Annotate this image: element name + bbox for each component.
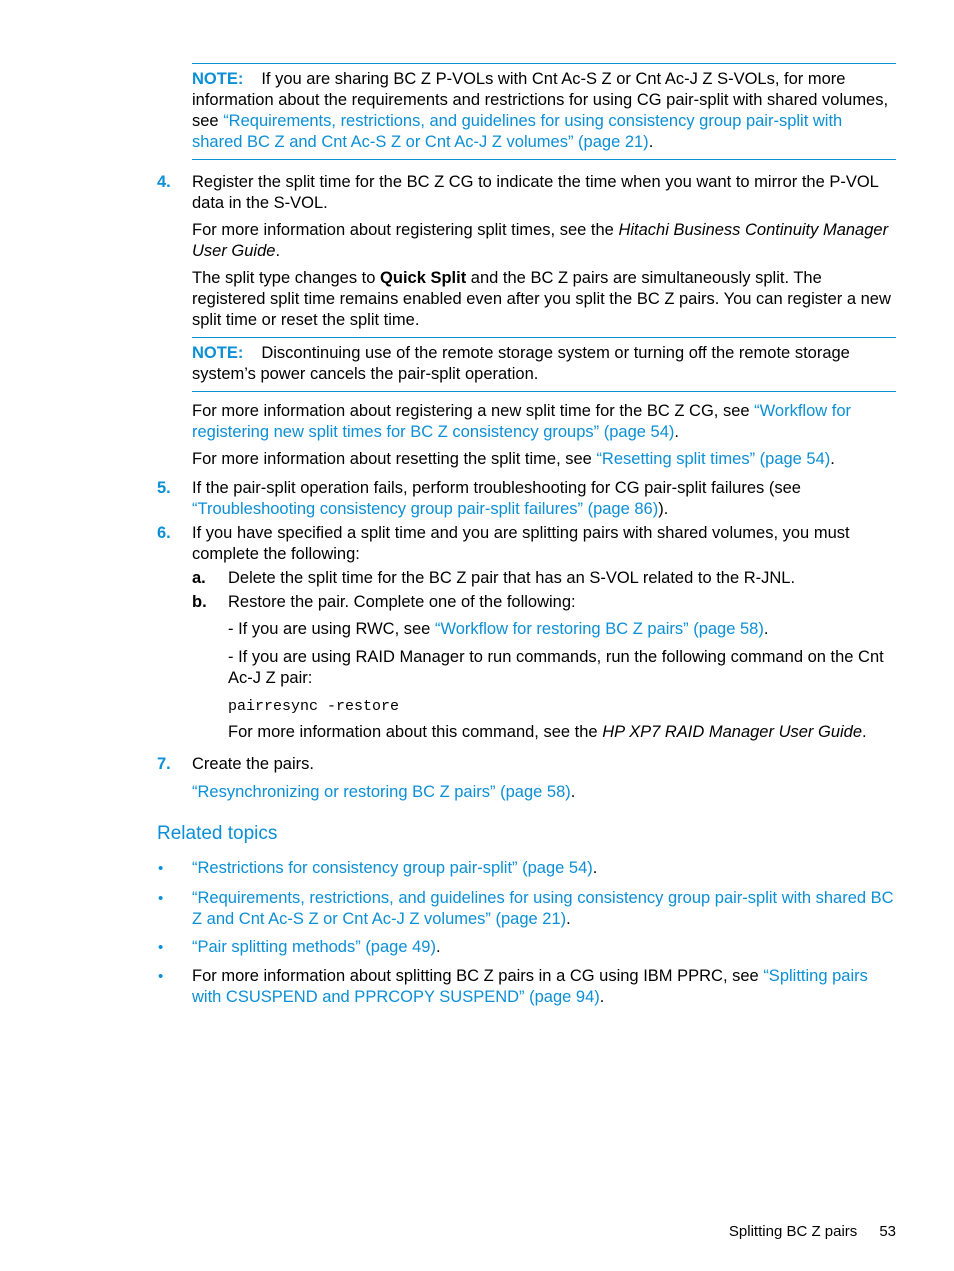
- footer-section-title: Splitting BC Z pairs: [728, 1223, 858, 1240]
- bullet: •: [158, 890, 164, 907]
- note-text: If you are sharing BC Z P-VOLs with Cnt Ac-S Z or Cnt Ac-J Z S-VOLs, for more information about the requirements and restrictions for using CG pair-split with shared volumes, see: [192, 70, 889, 130]
- link-workflow-restoring-pairs[interactable]: “Workflow for restoring BC Z pairs” (page 58): [434, 620, 764, 638]
- substep-letter-b: b.: [192, 593, 207, 611]
- link-resynchronizing-restoring[interactable]: “Resynchronizing or restoring BC Z pairs” (page 58): [192, 783, 571, 801]
- step-4-text: Register the split time for the BC Z CG to indicate the time when you want to mirror the P-VOL data in the S-VOL.: [192, 173, 879, 212]
- split-type-term: Quick Split: [380, 269, 467, 287]
- punctuation: .: [592, 859, 598, 877]
- punctuation: .: [599, 988, 605, 1006]
- paragraph-text: For more information about splitting BC Z pairs in a CG using IBM PPRC, see: [192, 967, 764, 985]
- punctuation: ).: [658, 500, 669, 518]
- related-item: [192, 888, 898, 930]
- link-requirements-shared-volumes[interactable]: “Requirements, restrictions, and guidelines for using consistency group pair-split with shared BC Z and Cnt Ac-S Z or Cnt Ac-J Z volumes” (page 21): [192, 112, 843, 151]
- paragraph-text: For more information about registering a new split time for the BC Z CG, see: [192, 402, 755, 420]
- step-7-link-line: [192, 782, 898, 803]
- paragraph-text: - If you are using RWC, see: [228, 620, 435, 638]
- step-7-text: Create the pairs.: [192, 755, 314, 773]
- punctuation: .: [674, 423, 679, 441]
- punctuation: .: [830, 450, 835, 468]
- book-title: HP XP7 RAID Manager User Guide: [602, 723, 863, 741]
- note-label: NOTE:: [192, 70, 244, 88]
- paragraph-text: If the pair-split operation fails, perform troubleshooting for CG pair-split failures (see: [192, 479, 801, 497]
- link-resetting-split-times[interactable]: “Resetting split times” (page 54): [596, 450, 831, 468]
- link-splitting-pairs-csuspend[interactable]: “Splitting pairs with CSUSPEND and PPRCOPY SUSPEND” (page 94): [192, 967, 868, 1006]
- bullet: •: [158, 939, 164, 956]
- punctuation: .: [275, 242, 281, 260]
- bullet: •: [158, 968, 164, 985]
- punctuation: .: [862, 723, 867, 741]
- link-workflow-registering-split-times[interactable]: “Workflow for registering new split times for BC Z consistency groups” (page 54): [192, 402, 852, 441]
- punctuation: .: [566, 910, 571, 928]
- paragraph-text: For more information about this command, see the: [228, 723, 603, 741]
- punctuation: .: [648, 133, 654, 151]
- related-item: [192, 858, 898, 879]
- step-number-5: 5.: [157, 479, 171, 497]
- command-more-info: [228, 722, 898, 743]
- bullet: •: [158, 860, 164, 877]
- link-requirements-shared-volumes[interactable]: “Requirements, restrictions, and guidelines for using consistency group pair-split with shared BC Z and Cnt Ac-S Z or Cnt Ac-J Z volumes” (page 21): [192, 889, 894, 928]
- related-item: [192, 966, 898, 1008]
- link-pair-splitting-methods[interactable]: “Pair splitting methods” (page 49): [192, 938, 436, 956]
- link-troubleshooting-failures[interactable]: “Troubleshooting consistency group pair-split failures” (page 86): [192, 500, 659, 518]
- step-4-paragraph-user-guide: [192, 220, 898, 262]
- command-pairresync: pairresync -restore: [228, 698, 400, 715]
- step-4-paragraph-reset: [192, 449, 898, 470]
- step-5-text: [192, 478, 898, 520]
- paragraph-text: For more information about registering split times, see the: [192, 221, 619, 239]
- substep-b-text: Restore the pair. Complete one of the following:: [228, 593, 576, 611]
- step-number-7: 7.: [157, 755, 171, 773]
- paragraph-text: The split type changes to: [192, 269, 381, 287]
- page-footer: [729, 1222, 896, 1242]
- note-box-remote-storage: [192, 337, 896, 392]
- punctuation: .: [435, 938, 441, 956]
- step-4-paragraph-split-type: [192, 268, 898, 331]
- note-text: Discontinuing use of the remote storage system or turning off the remote storage system’s power cancels the pair-split operation.: [192, 344, 850, 383]
- punctuation: .: [763, 620, 769, 638]
- punctuation: .: [570, 783, 576, 801]
- link-restrictions-pair-split[interactable]: “Restrictions for consistency group pair-split” (page 54): [192, 859, 593, 877]
- step-4-paragraph-register: [192, 401, 898, 443]
- note-box-shared-volumes: [192, 63, 896, 160]
- book-title: Hitachi Business Continuity Manager User Guide: [192, 221, 889, 260]
- paragraph-text: and the BC Z pairs are simultaneously split. The registered split time remains enabled even after you split the BC Z pairs. You can register a new split time or reset the split time.: [192, 269, 891, 329]
- paragraph-text: For more information about resetting the split time, see: [192, 450, 597, 468]
- option-rwc: [228, 619, 898, 640]
- related-item: [192, 937, 898, 958]
- step-number-6: 6.: [157, 524, 171, 542]
- related-topics-heading: Related topics: [157, 823, 278, 844]
- page-number: 53: [879, 1223, 896, 1240]
- step-number-4: 4.: [157, 173, 171, 191]
- note-label: NOTE:: [192, 344, 244, 362]
- step-6-text: If you have specified a split time and you are splitting pairs with shared volumes, you must complete the following:: [192, 524, 850, 563]
- substep-letter-a: a.: [192, 569, 206, 587]
- option-raid-manager: - If you are using RAID Manager to run commands, run the following command on the Cnt Ac-J Z pair:: [228, 648, 884, 687]
- substep-a-text: Delete the split time for the BC Z pair that has an S-VOL related to the R-JNL.: [228, 569, 796, 587]
